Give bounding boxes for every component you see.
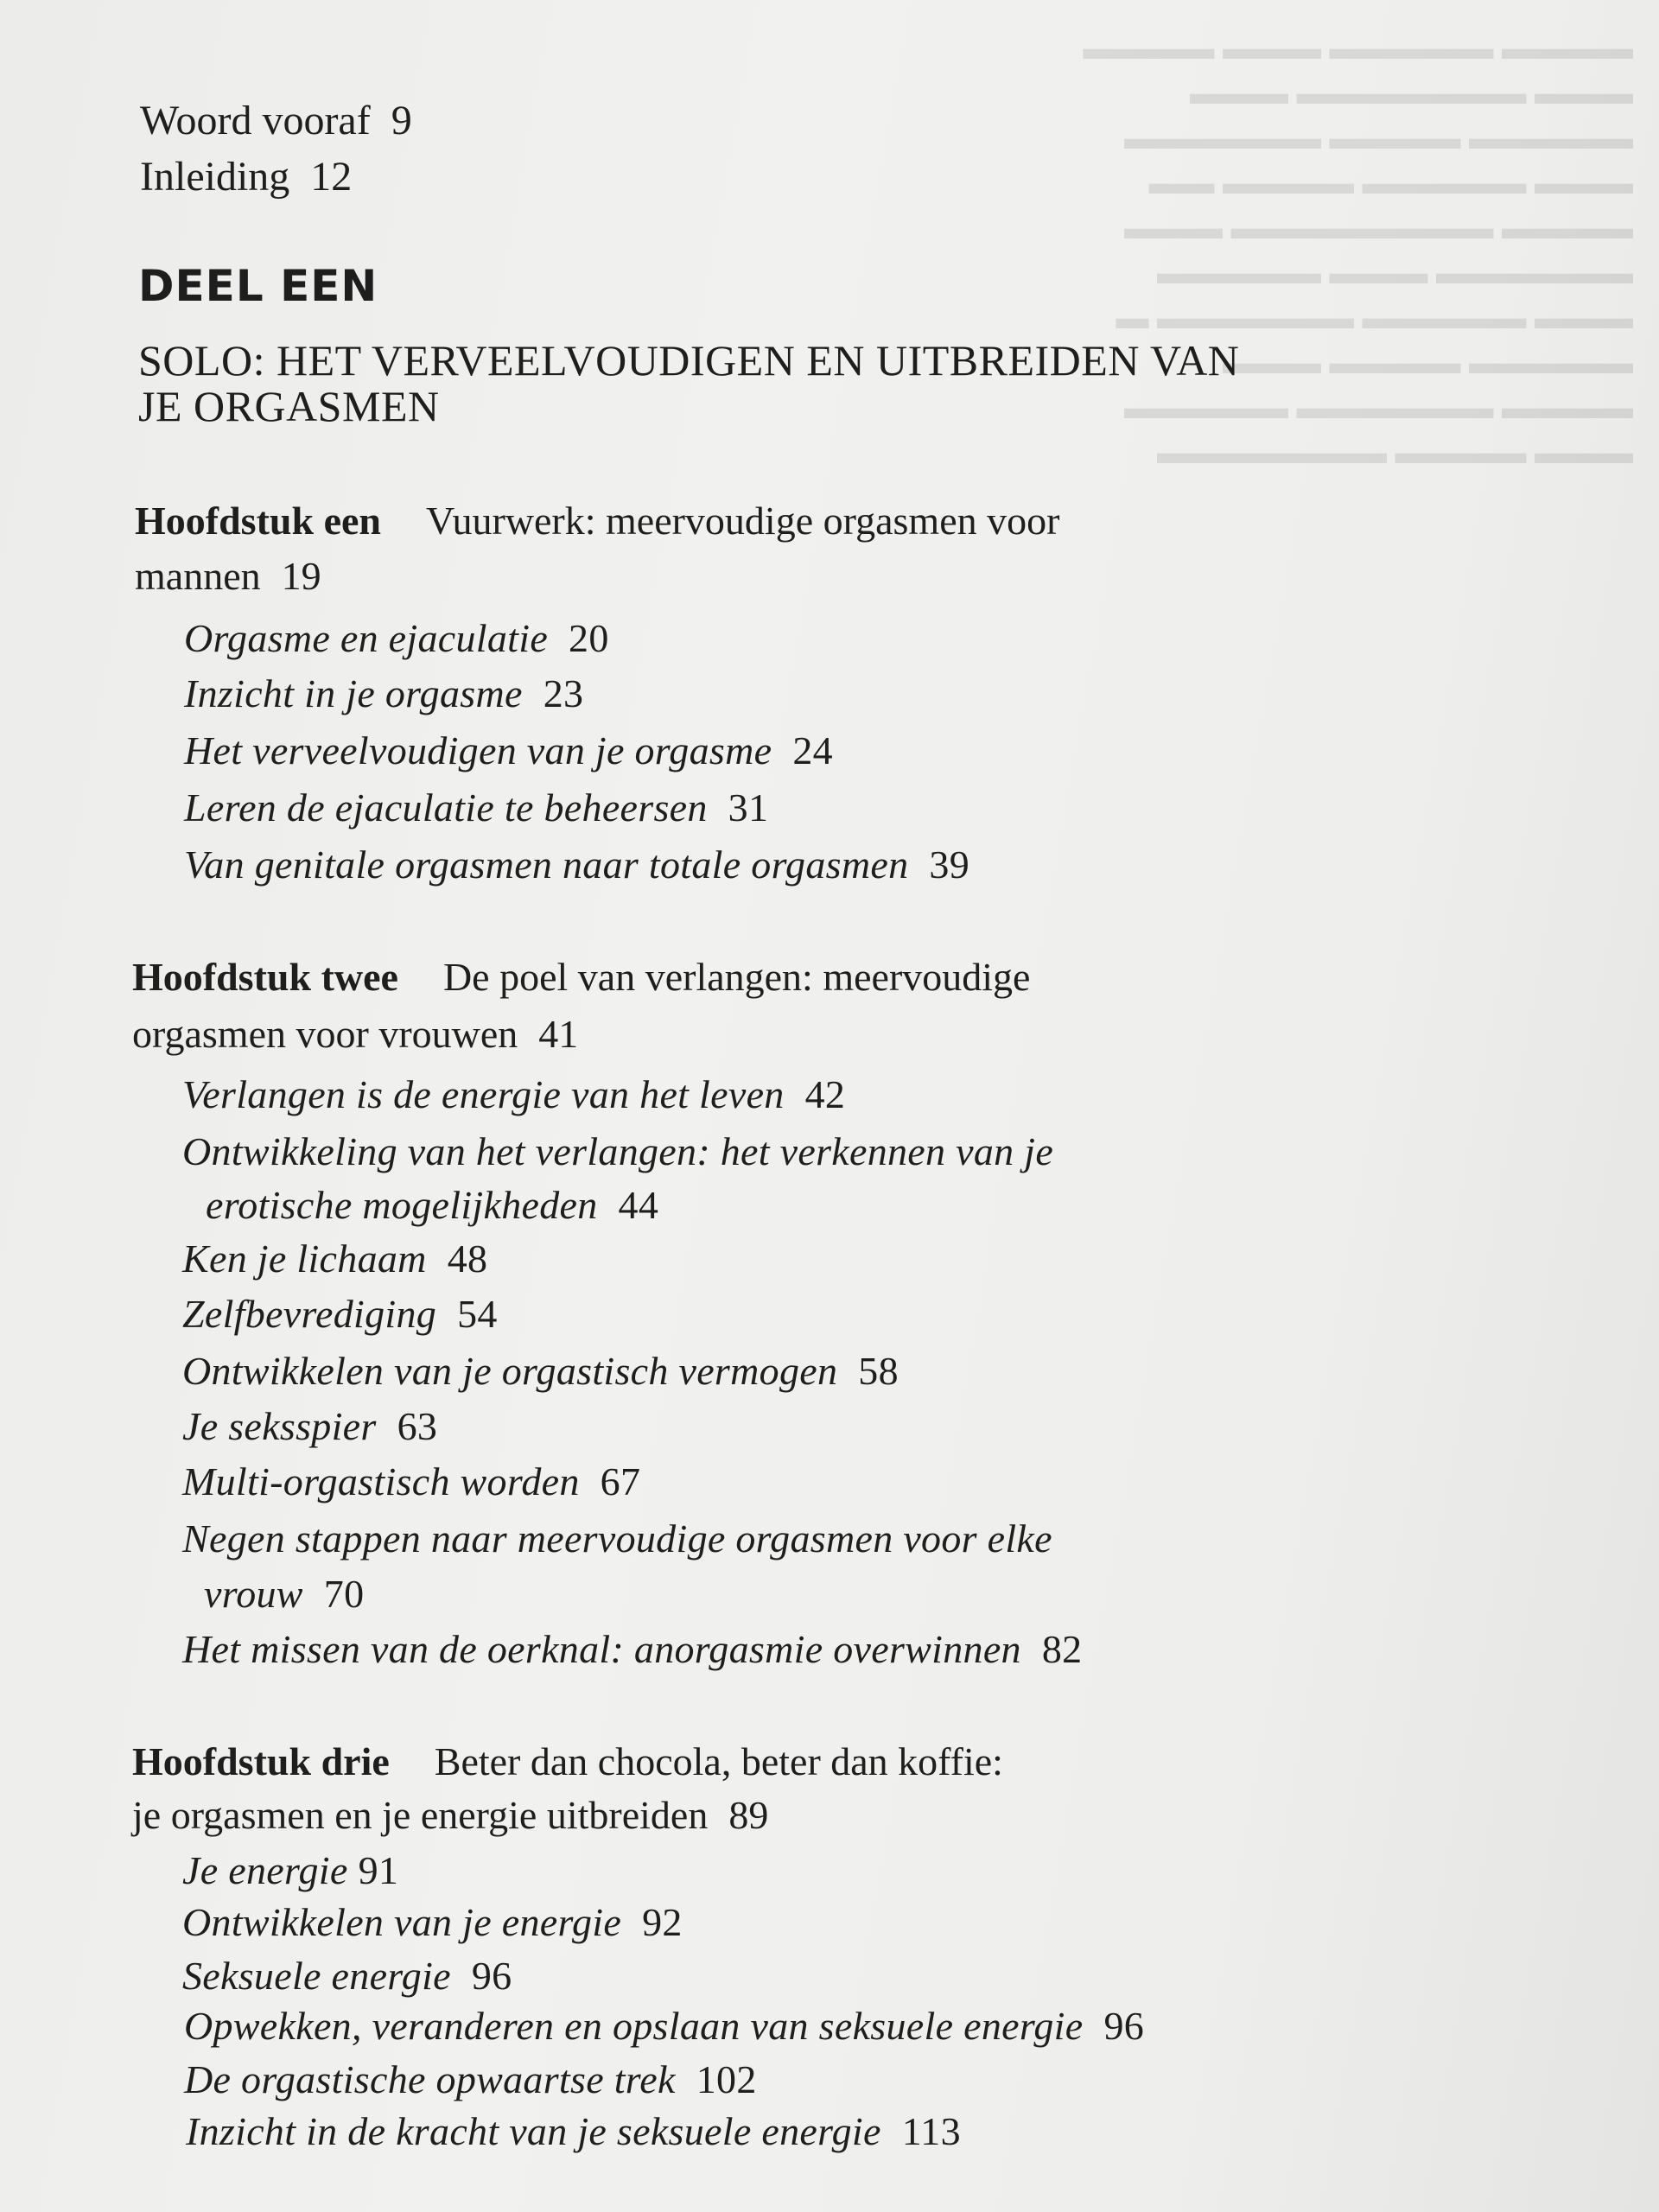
section-page: 63	[397, 1404, 438, 1448]
chapter-label: Hoofdstuk twee	[132, 955, 398, 999]
section-page: 44	[618, 1183, 659, 1227]
section-title: De orgastische opwaartse trek	[184, 2057, 676, 2101]
section-title: Je seksspier	[182, 1404, 377, 1448]
toc-section	[184, 728, 833, 773]
toc-section	[182, 1071, 845, 1117]
chapter-label: Hoofdstuk drie	[132, 1739, 390, 1783]
section-title: Seksuele energie	[182, 1954, 451, 1998]
toc-front-title: Inleiding	[140, 154, 290, 200]
section-title: Opwekken, veranderen en opslaan van seksuele energie	[184, 2004, 1084, 2048]
section-page: 42	[804, 1072, 846, 1116]
section-title: Ken je lichaam	[182, 1236, 427, 1281]
chapter-heading-cont	[132, 1792, 768, 1838]
chapter-heading	[132, 954, 1030, 1000]
toc-section	[182, 1899, 683, 1945]
section-title: Multi-orgastisch worden	[182, 1459, 580, 1503]
page-show-through: ▬▬▬▬ ▬▬▬▬▬ ▬▬▬ ▬▬▬▬ ▬▬▬ ▬▬▬▬▬▬▬ ▬▬▬ ▬▬▬▬▬ ▬▬▬▬ ▬▬▬▬▬▬ ▬▬▬ ▬▬▬▬▬ ▬▬▬▬ ▬▬ ▬▬▬▬ ▬▬▬▬▬▬▬▬ ▬▬▬ ▬▬▬▬▬▬ ▬▬▬ ▬▬▬▬▬ ▬▬▬ ▬▬▬▬▬ ▬▬▬▬▬▬ ▬ ▬▬▬▬▬ ▬▬▬▬ ▬▬▬ ▬▬▬▬ ▬▬▬▬▬▬ ▬▬▬▬▬ ▬▬▬ ▬▬▬▬ ▬▬▬▬▬▬▬	[1083, 30, 1633, 471]
section-title: Leren de ejaculatie te beheersen	[184, 785, 708, 830]
section-title: Orgasme en ejaculatie	[184, 616, 549, 660]
toc-section	[184, 2056, 757, 2102]
part-subtitle: SOLO: HET VERVEELVOUDIGEN EN UITBREIDEN VAN	[138, 336, 1240, 385]
toc-section-cont	[206, 1182, 658, 1228]
chapter-heading	[132, 1738, 1003, 1784]
section-page: 48	[447, 1236, 488, 1281]
toc-front-page: 12	[310, 154, 353, 200]
section-page: 67	[600, 1459, 641, 1503]
section-title: Van genitale orgasmen naar totale orgasmen	[184, 842, 909, 887]
section-title: Verlangen is de energie van het leven	[182, 1072, 785, 1116]
section-page: 31	[728, 785, 769, 830]
chapter-heading-cont	[132, 1011, 578, 1057]
chapter-page: 41	[538, 1012, 579, 1056]
toc-section	[182, 1128, 1053, 1174]
toc-section-cont	[204, 1571, 364, 1617]
chapter-heading	[135, 498, 1059, 543]
section-page: 113	[901, 2109, 961, 2153]
section-page: 91	[358, 1848, 399, 1892]
section-title: Het missen van de oerknal: anorgasmie overwinnen	[182, 1627, 1021, 1671]
section-title: Zelfbevrediging	[182, 1292, 437, 1336]
toc-front-page: 9	[391, 98, 412, 143]
section-title: Je energie	[182, 1848, 348, 1892]
section-page: 96	[471, 1954, 512, 1998]
toc-section	[182, 1847, 398, 1893]
section-page: 20	[569, 616, 609, 660]
toc-section	[184, 671, 583, 716]
part-title: DEEL EEN	[138, 261, 378, 311]
section-page: 82	[1041, 1627, 1083, 1671]
toc-section	[186, 2108, 961, 2154]
section-title: Ontwikkeling van het verlangen: het verkennen van je	[182, 1129, 1054, 1173]
toc-front-entry	[140, 153, 352, 200]
part-subtitle: JE ORGASMEN	[138, 382, 440, 430]
toc-section	[182, 1516, 1052, 1561]
chapter-title: Beter dan chocola, beter dan koffie:	[434, 1739, 1003, 1783]
chapter-page: 19	[281, 554, 321, 598]
section-title: Ontwikkelen van je energie	[182, 1900, 622, 1944]
toc-section	[184, 842, 969, 887]
toc-section	[182, 1403, 437, 1449]
section-title: Inzicht in je orgasme	[184, 671, 523, 715]
section-page: 70	[323, 1572, 365, 1616]
section-title: Het verveelvoudigen van je orgasme	[184, 728, 772, 772]
chapter-title: De poel van verlangen: meervoudige	[442, 955, 1031, 999]
toc-section	[184, 785, 768, 830]
chapter-page: 89	[728, 1793, 769, 1837]
chapter-title: Vuurwerk: meervoudige orgasmen voor	[425, 499, 1060, 543]
section-page: 39	[929, 842, 970, 887]
toc-section	[182, 1626, 1082, 1672]
section-title: Ontwikkelen van je orgastisch vermogen	[182, 1349, 838, 1393]
chapter-title: mannen	[135, 554, 261, 598]
section-page: 58	[858, 1349, 899, 1393]
section-page: 96	[1103, 2004, 1145, 2048]
section-title: erotische mogelijkheden	[206, 1183, 598, 1227]
toc-section	[184, 615, 609, 661]
toc-section	[182, 1291, 498, 1337]
chapter-title: orgasmen voor vrouwen	[132, 1012, 518, 1056]
section-title: Inzicht in de kracht van je seksuele energie	[186, 2109, 881, 2153]
section-page: 92	[642, 1900, 683, 1944]
section-page: 54	[457, 1292, 498, 1336]
section-page: 24	[792, 728, 833, 772]
toc-front-entry	[140, 97, 412, 144]
toc-front-title: Woord vooraf	[140, 98, 371, 143]
chapter-heading-cont	[135, 553, 321, 599]
chapter-title: je orgasmen en je energie uitbreiden	[132, 1793, 709, 1837]
section-page: 23	[543, 671, 584, 715]
toc-section	[182, 1236, 487, 1281]
section-title: vrouw	[204, 1572, 303, 1616]
toc-section	[184, 2003, 1144, 2049]
toc-section	[182, 1953, 512, 1999]
chapter-label: Hoofdstuk een	[135, 499, 381, 543]
section-page: 102	[696, 2057, 757, 2101]
toc-section	[182, 1348, 899, 1394]
section-title: Negen stappen naar meervoudige orgasmen voor elke	[182, 1516, 1052, 1560]
toc-section	[182, 1459, 640, 1504]
